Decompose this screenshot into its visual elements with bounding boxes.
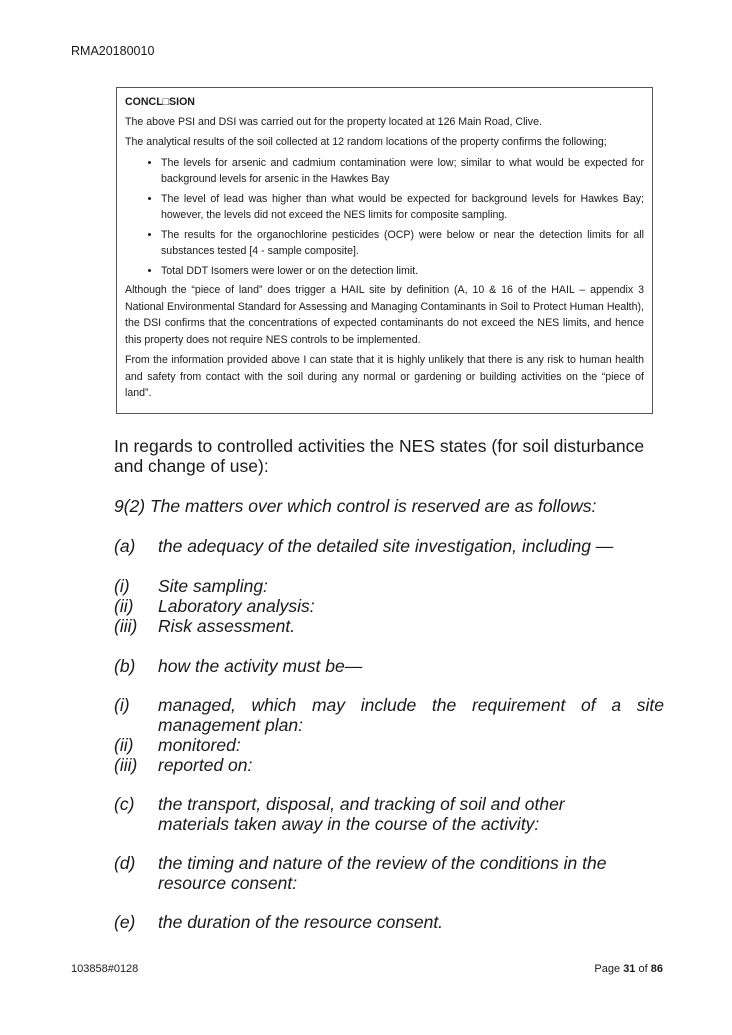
bullet-item: • Total DDT Isomers were lower or on the detection limit. xyxy=(161,263,644,280)
conclusion-box xyxy=(116,87,653,414)
clause-text: Site sampling: xyxy=(158,576,268,596)
clause-label: (ii) xyxy=(114,596,134,616)
document-reference: RMA20180010 xyxy=(71,44,155,58)
footer-document-id: 103858#0128 xyxy=(71,963,139,975)
of-word: of xyxy=(638,963,648,975)
footer-page-number xyxy=(594,963,663,975)
clause-label: (a) xyxy=(114,536,136,556)
clause-label: (iii) xyxy=(114,616,138,636)
intro-paragraph: In regards to controlled activities the NES states (for soil disturbance and change of use): xyxy=(114,436,645,476)
bullet-item: • The results for the organochlorine pesticides (OCP) were below or near the detection limits for all substances tested [4 - sample composite]. xyxy=(161,227,644,260)
clause-label: (i) xyxy=(114,695,130,715)
clause-text: how the activity must be— xyxy=(158,656,363,676)
conclusion-bullet-list xyxy=(125,155,644,280)
section-heading: 9(2) The matters over which control is reserved are as follows: xyxy=(114,496,597,516)
clause-text: the transport, disposal, and tracking of soil and other materials taken away in the course of the activity: xyxy=(158,794,565,834)
clause-text: Risk assessment. xyxy=(158,616,296,636)
clause-label: (ii) xyxy=(114,735,134,755)
clause-text: the timing and nature of the review of the conditions in the resource consent: xyxy=(158,853,607,893)
clause-text: managed, which may include the requirement of a site management plan: xyxy=(158,695,664,735)
conclusion-paragraph: From the information provided above I can state that it is highly unlikely that there is any risk to human health and safety from contact with the soil during any normal or gardening or building activities on the “piece of land”. xyxy=(125,354,644,399)
page-word: Page xyxy=(594,963,621,975)
bullet-item: • The level of lead was higher than what would be expected for background levels for Hawkes Bay; however, the levels did not exceed the NES limits for composite sampling. xyxy=(161,191,644,224)
conclusion-paragraph: The analytical results of the soil collected at 12 random locations of the property confirms the following; xyxy=(125,136,607,148)
clause-text: monitored: xyxy=(158,735,241,755)
clause-label: (i) xyxy=(114,576,130,596)
clause-label: (iii) xyxy=(114,755,138,775)
clause-label: (d) xyxy=(114,853,136,873)
clause-text: Laboratory analysis: xyxy=(158,596,315,616)
clause-text: the adequacy of the detailed site investigation, including — xyxy=(158,536,614,556)
conclusion-title: CONCL□SION xyxy=(125,96,195,108)
clause-text: reported on: xyxy=(158,755,253,775)
total-pages: 86 xyxy=(650,963,663,975)
clause-label: (c) xyxy=(114,794,135,814)
clause-label: (e) xyxy=(114,912,136,932)
conclusion-paragraph: The above PSI and DSI was carried out for the property located at 126 Main Road, Clive. xyxy=(125,115,542,128)
clause-label: (b) xyxy=(114,656,136,676)
clause-text: the duration of the resource consent. xyxy=(158,912,444,932)
bullet-item: • The levels for arsenic and cadmium contamination were low; similar to what would be expected for background levels for arsenic in the Hawkes Bay xyxy=(161,155,644,188)
conclusion-paragraph: Although the “piece of land” does trigger a HAIL site by definition (A, 10 & 16 of the HAIL – appendix 3 National Environmental Standard for Assessing and Managing Contaminants in Soil to Protect Human Health), the DSI confirms that the concentrations of expected contaminants do not exceed the NES limits, and hence this property does not require NES controls to be implemented. xyxy=(125,284,644,346)
current-page: 31 xyxy=(623,963,636,975)
